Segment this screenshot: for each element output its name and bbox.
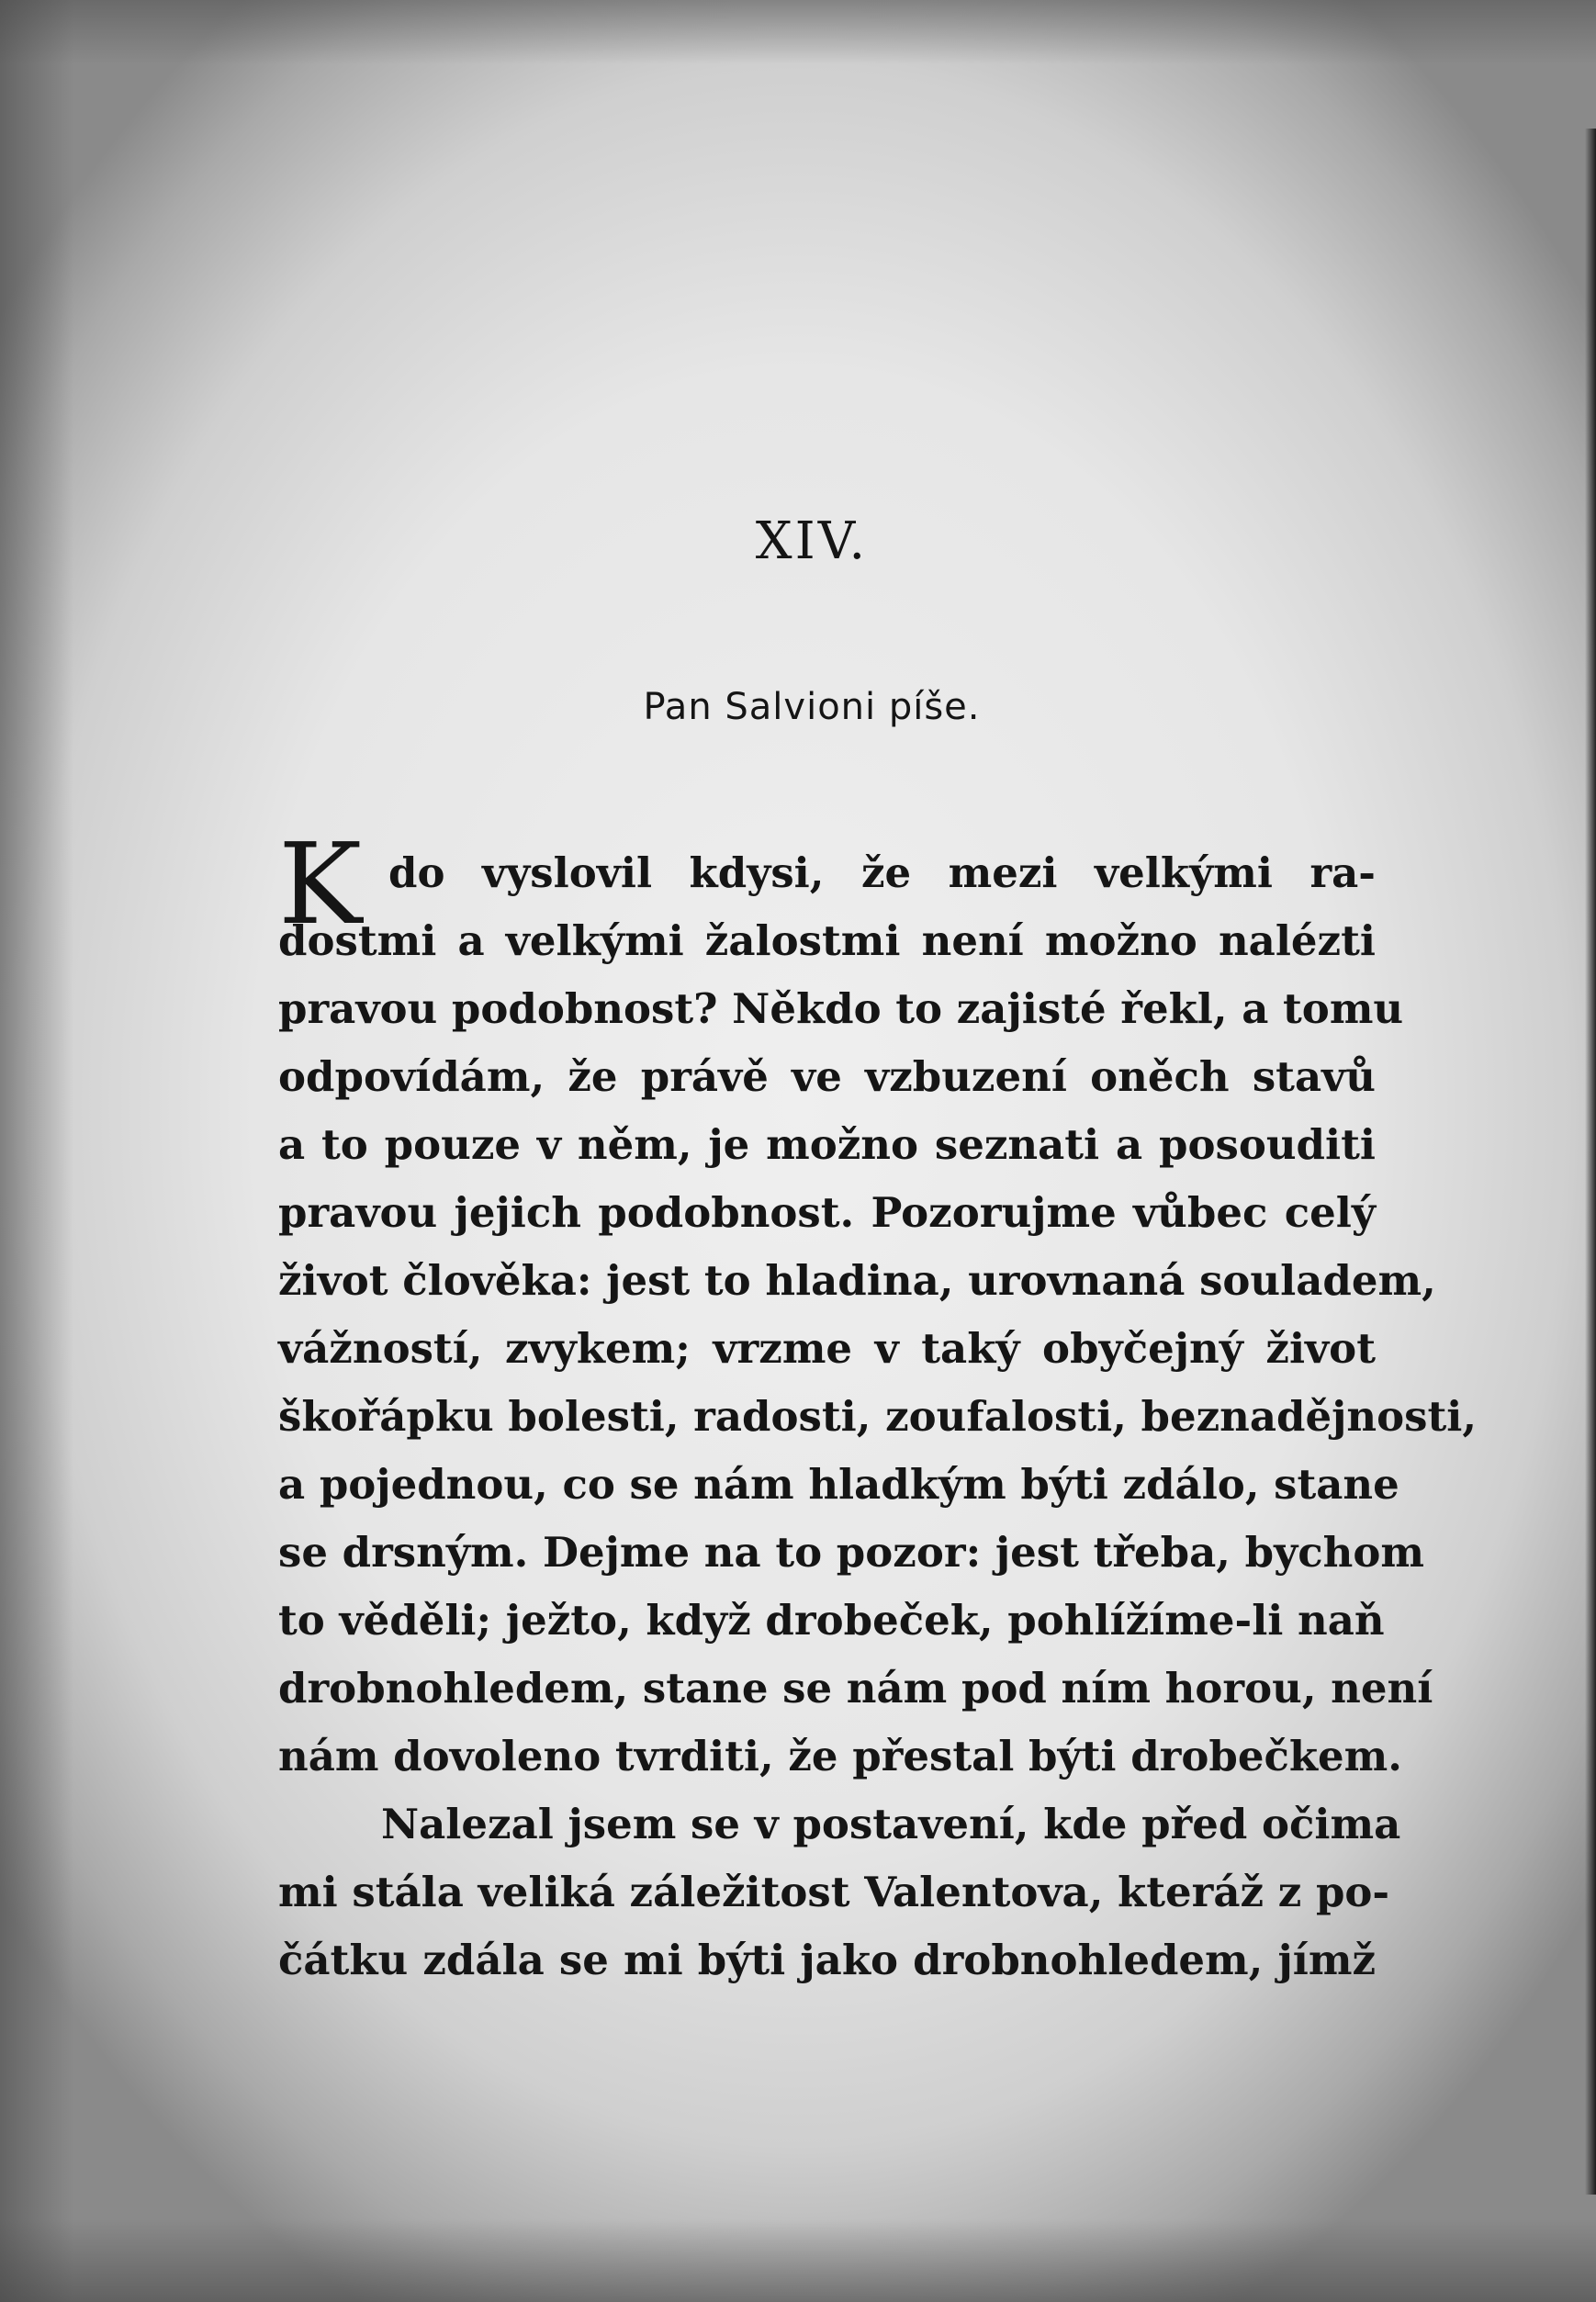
- text-line: mi stála veliká záležitost Valentova, kteráž z po-: [278, 1868, 1390, 1916]
- text-line: se drsným. Dejme na to pozor: jest třeba, bychom: [278, 1528, 1424, 1577]
- text-line: Nalezal jsem se v postavení, kde před očima: [381, 1800, 1401, 1848]
- body-text: [278, 819, 1478, 1994]
- chapter-title: Pan Salvioni píše.: [643, 686, 981, 728]
- text-line: nám dovoleno tvrditi, že přestal býti drobečkem.: [278, 1732, 1402, 1780]
- text-line: do vyslovil kdysi, že mezi velkými ra-: [388, 848, 1376, 897]
- text-line: život člověka: jest to hladina, urovnaná souladem,: [278, 1256, 1436, 1305]
- scan-shadow-left: [0, 0, 73, 2302]
- text-line: čátku zdála se mi býti jako drobnohledem, jímž: [278, 1936, 1376, 1984]
- text-line: vážností, zvykem; vrzme v taký obyčejný život: [278, 1324, 1376, 1373]
- text-line: pravou podobnost? Někdo to zajisté řekl, a tomu: [278, 984, 1404, 1033]
- text-line: drobnohledem, stane se nám pod ním horou, není: [278, 1664, 1433, 1712]
- text-line: to věděli; ježto, když drobeček, pohlížíme-li naň: [278, 1596, 1385, 1645]
- text-line: dostmi a velkými žalostmi není možno nalézti: [278, 916, 1376, 965]
- drop-cap: K: [278, 819, 363, 949]
- text-line: a pojednou, co se nám hladkým býti zdálo, stane: [278, 1460, 1399, 1509]
- scan-shadow-bottom: [0, 2219, 1596, 2302]
- scan-shadow-top: [0, 0, 1596, 64]
- scan-shadow-right: [1585, 129, 1596, 2195]
- text-line: odpovídám, že právě ve vzbuzení oněch stavů: [278, 1052, 1376, 1101]
- text-line: a to pouze v něm, je možno seznati a posouditi: [278, 1120, 1376, 1169]
- text-line: škořápku bolesti, radosti, zoufalosti, beznadějnosti,: [278, 1392, 1478, 1441]
- chapter-number: XIV.: [755, 511, 869, 571]
- text-line: pravou jejich podobnost. Pozorujme vůbec celý: [278, 1188, 1376, 1237]
